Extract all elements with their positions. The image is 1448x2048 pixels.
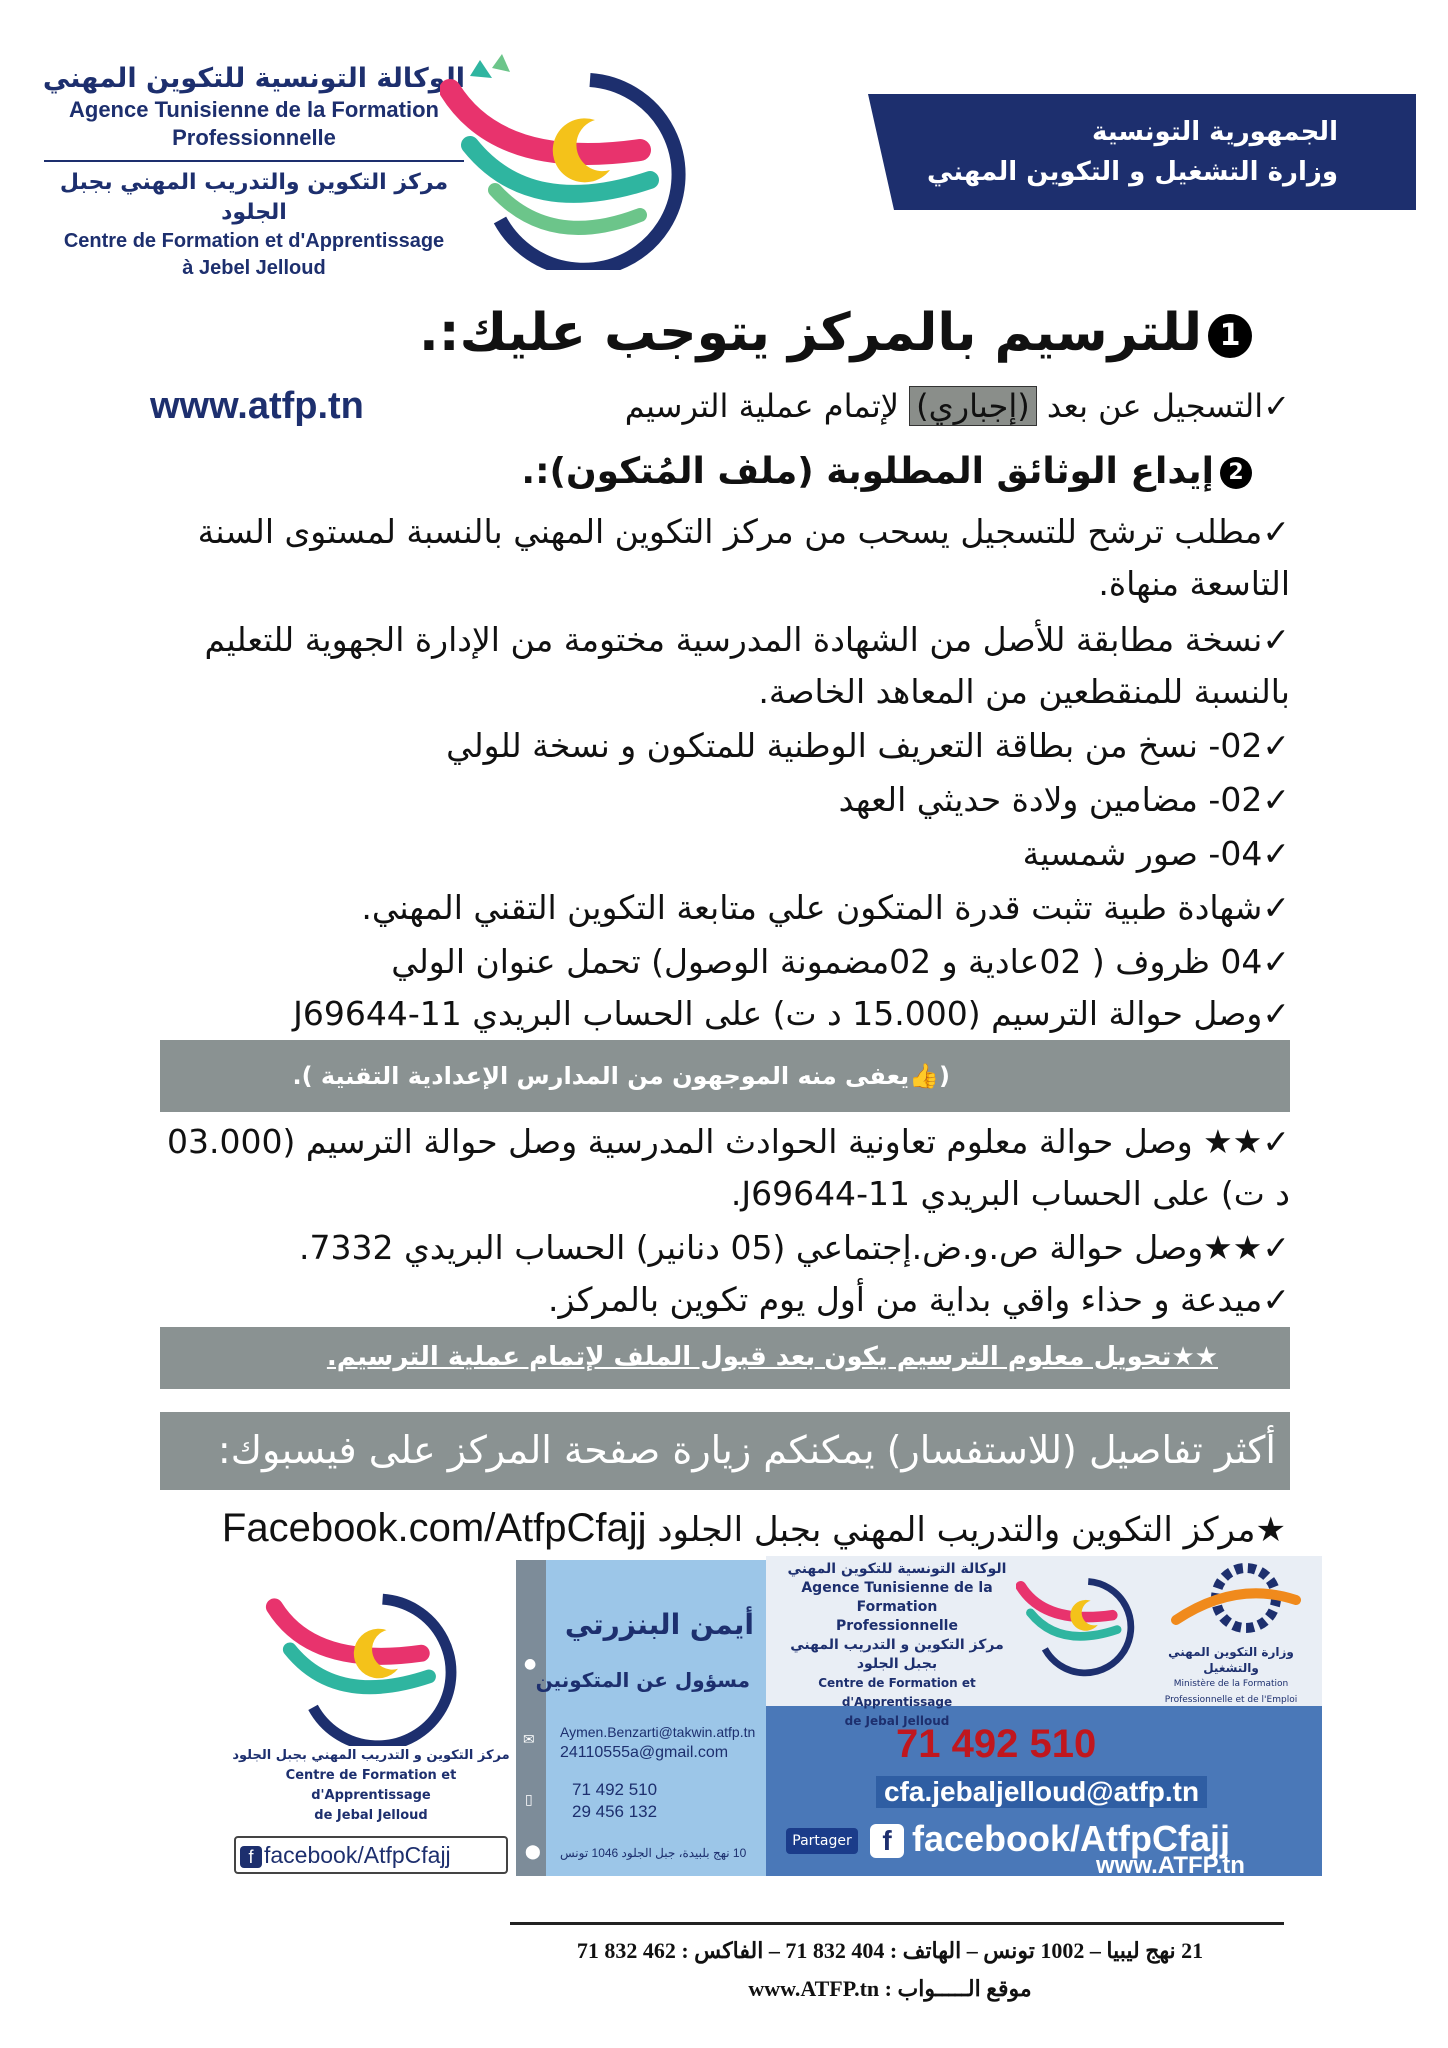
banner-facebook: facebook/AtfpCfajj [912,1818,1231,1859]
organization-block [34,62,474,282]
staff-email-2: 24110555a@gmail.com [560,1744,729,1761]
list-item: ✓وصل حوالة الترسيم (15.000 د ت) على الحساب البريدي 11-J69644 [293,994,1290,1033]
banner-website: www.ATFP.tn [1096,1852,1245,1876]
check-icon: ✓ [1262,1122,1290,1161]
check-icon: ✓ [1262,726,1290,765]
ministry-gear-logo-icon [1166,1560,1306,1640]
agency-name-fr-2: Professionnelle [172,125,336,150]
footer-divider [510,1922,1284,1925]
staff-role: مسؤول عن المتكونين [535,1668,750,1692]
staff-email-1: Aymen.Benzarti@takwin.atfp.tn [560,1724,756,1740]
check-icon: ✓ [1262,994,1290,1033]
list-item: ✓شهادة طبية تثبت قدرة المتكون علي متابعة التكوين التقني المهني. [361,888,1290,927]
req-text-after: لإتمام عملية الترسيم [624,387,910,425]
section1-number-badge: 1 [1208,314,1252,358]
facebook-icon: f [240,1846,262,1868]
center-name-fr-1: Centre de Formation et d'Apprentissage [63,230,445,252]
more-info-text: أكثر تفاصيل (للاستفسار) يمكنكم زيارة صفحة المركز على فيسبوك: [217,1428,1276,1472]
check-icon: ✓ [1262,1228,1290,1267]
facebook-label: ★مركز التكوين والتدريب المهني بجبل الجلود [657,1510,1286,1550]
staff-phone-1: 71 492 510 [572,1780,658,1799]
ministry-banner-text [868,94,1416,210]
contact-icons-strip [516,1560,546,1876]
check-icon: ✓ [1262,942,1290,981]
center-name-fr-2: à Jebel Jelloud [182,257,326,279]
check-icon: ✓ [1262,620,1290,659]
staff-contact-card [516,1560,766,1876]
section1-heading [419,300,1252,366]
banner-agency-block: الوكالة التونسية للتكوين المهني Agence Tunisienne de la Formation Professionnelle مركز التكوين و التدريب المهني بجبل الجلود Centre de Formation et d'Apprentissage de Jebal Jelloud [787,1561,1007,1728]
center-name-ar: مركز التكوين والتدريب المهني بجبل الجلود [59,170,449,225]
list-item: ✓مطلب ترشح للتسجيل يسحب من مركز التكوين المهني بالنسبة لمستوى السنة التاسعة منهاة. [197,512,1290,603]
center-logo-card: مركز التكوين و التدريب المهني بجبل الجلود Centre de Formation et d'Apprentissage de Jebal Jelloud f facebook/AtfpCfajj [226,1566,516,1876]
person-icon: ● [524,1656,537,1672]
exempt-note: (👍يعفى منه الموجهون من المدارس الإعدادية التقنية ). [292,1062,950,1090]
list-item: ✓04 ظروف ( 02عادية و 02مضمونة الوصول) تحمل عنوان الولي [391,942,1290,981]
check-icon: ✓ [1262,834,1290,873]
facebook-line [146,1500,1286,1558]
req-text-before: التسجيل عن بعد [1036,387,1264,425]
header-divider [44,160,464,162]
atfp-logo-icon [1016,1560,1146,1680]
atfp-logo-icon [440,50,710,270]
online-registration-line [150,378,1290,434]
check-icon: ✓ [1263,387,1290,425]
list-item: ✓★★وصل حوالة ص.و.ض.إجتماعي (05 دنانير) الحساب البريدي 7332. [299,1228,1290,1267]
mandatory-highlight: (إجباري) [909,386,1037,426]
transfer-note-band [160,1327,1290,1389]
exempt-note-band [160,1040,1290,1112]
location-icon: ⬤ [525,1844,541,1860]
republic-label: الجمهورية التونسية [1091,117,1338,147]
list-item: ✓02- مضامين ولادة حديثي العهد [838,780,1290,819]
list-item: ✓02- نسخ من بطاقة التعريف الوطنية للمتكون و نسخة للولي [446,726,1290,765]
more-info-band [160,1412,1290,1490]
facebook-box: f facebook/AtfpCfajj [234,1836,508,1874]
staff-name: أيمن البنزرتي [564,1608,754,1641]
atfp-website-link[interactable]: www.atfp.tn [150,385,364,427]
banner-email: cfa.jebaljelloud@atfp.tn [876,1776,1207,1808]
ministry-label: وزارة التشغيل و التكوين المهني [926,157,1338,187]
mail-icon: ✉ [523,1732,535,1748]
list-item: ✓★★ وصل حوالة معلوم تعاونية الحوادث المدرسية وصل حوالة الترسيم (03.000 د ت) على الحساب البريدي 11-J69644. [167,1122,1290,1213]
check-icon: ✓ [1262,1280,1290,1319]
transfer-note: ★★تحويل معلوم الترسيم يكون بعد قبول الملف لإتمام عملية الترسيم. [326,1342,1218,1372]
check-icon: ✓ [1262,512,1290,551]
check-icon: ✓ [1262,780,1290,819]
atfp-logo-icon [261,1576,481,1746]
banner-ministry-label: وزارة التكوين المهني والتشغيل Ministère de la Formation Professionnelle et de l'Emploi [1164,1645,1298,1705]
list-item: ✓04- صور شمسية [1022,834,1290,873]
agency-name-fr-1: Agence Tunisienne de la Formation [69,97,439,122]
banner-phone: 71 492 510 [896,1722,1097,1766]
phone-icon: ▯ [525,1792,533,1808]
agency-name-ar: الوكالة التونسية للتكوين المهني [42,63,466,94]
section2-number-badge: 2 [1220,457,1252,489]
facebook-icon: f [870,1824,904,1858]
footer-website: موقع الـــــواب : www.ATFP.tn [748,1976,1032,2001]
footer-address: 21 نهج ليبيا – 1002 تونس – الهاتف : 404 832 71 – الفاكس : 462 832 71 [576,1938,1204,1963]
list-item: ✓ميدعة و حذاء واقي بداية من أول يوم تكوين بالمركز. [548,1280,1290,1319]
facebook-link[interactable]: Facebook.com/AtfpCfajj [221,1506,647,1550]
center-contact-banner [766,1556,1322,1876]
list-item: ✓نسخة مطابقة للأصل من الشهادة المدرسية مختومة من الإدارة الجهوية للتعليم بالنسبة للمنقطعين من المعاهد الخاصة. [204,620,1290,711]
check-icon: ✓ [1262,888,1290,927]
staff-address: 10 نهج بلبيدة، جبل الجلود 1046 تونس [560,1846,747,1860]
section2-title: إيداع الوثائق المطلوبة (ملف المُتكون):. [521,451,1214,492]
section1-title: للترسيم بالمركز يتوجب عليك:. [419,303,1202,363]
share-button[interactable]: Partager [786,1828,858,1854]
section2-heading [521,446,1252,498]
staff-phone-2: 29 456 132 [572,1802,658,1821]
